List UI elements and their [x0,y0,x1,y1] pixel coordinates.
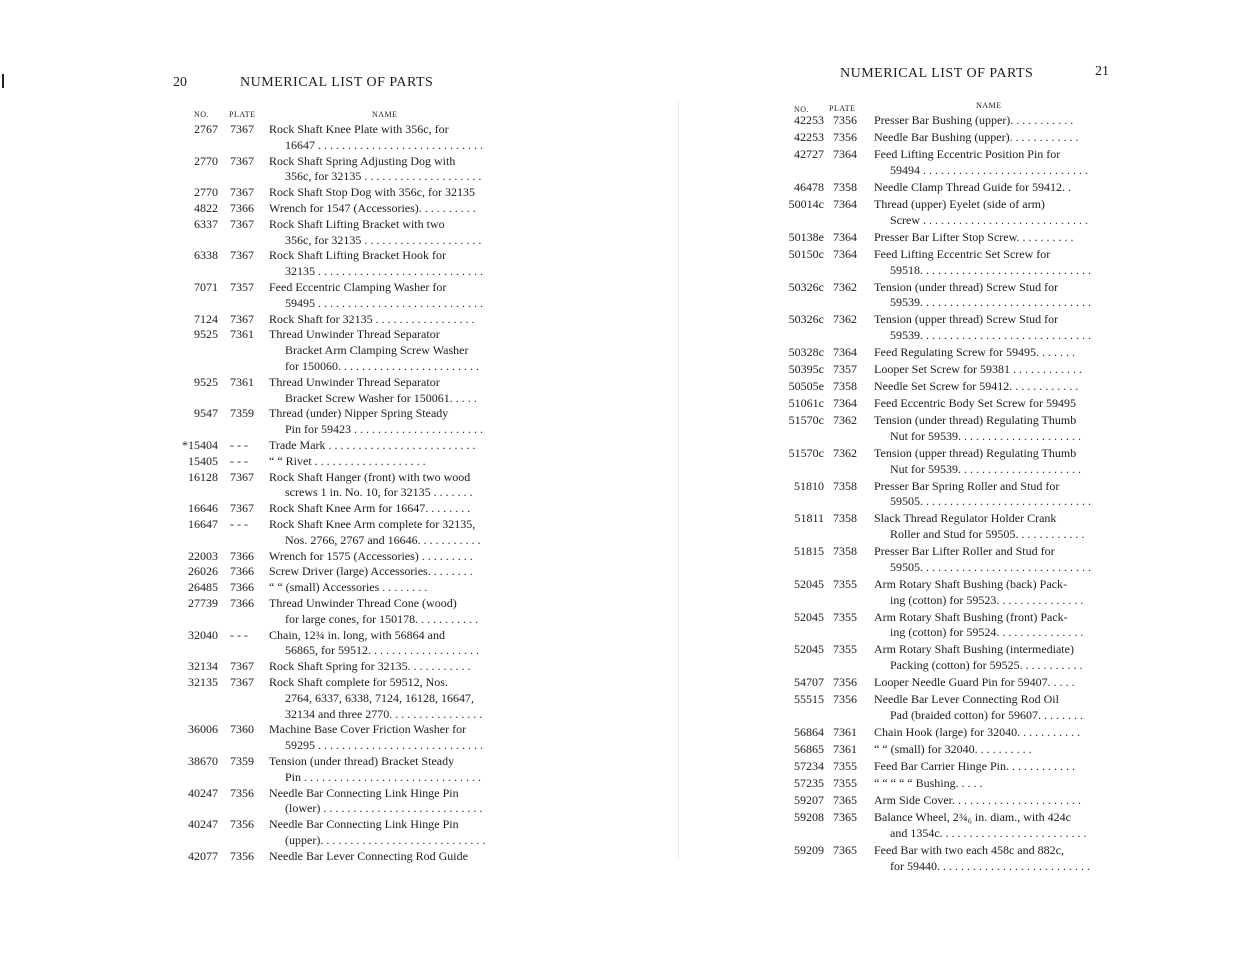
part-number: 40247 [188,785,218,800]
part-name-line: 59295 . . . . . . . . . . . . . . . . . . . . . . . . . . . . [285,738,483,753]
part-name-line: Pin . . . . . . . . . . . . . . . . . . . . . . . . . . . . . . [285,769,482,784]
part-name [269,438,505,454]
part-name-line: Thread Unwinder Thread Separator [269,327,440,342]
part-name [874,759,1114,775]
part-number: 16128 [188,469,218,484]
plate-number: 7367 [230,311,254,326]
plate-number: 7364 [833,197,857,211]
plate-number: 7364 [833,396,857,411]
part-number: 6338 [194,248,218,263]
part-number: 38670 [188,754,218,768]
part-name [269,549,505,565]
part-number: 54707 [794,674,824,689]
part-name-line: Needle Clamp Thread Guide for 59412. . [874,179,1072,194]
part-name-line: and 1354c. . . . . . . . . . . . . . . . . . . . . . . . . [890,825,1087,840]
plate-number: 7365 [833,810,857,825]
plate-number: 7358 [833,511,857,526]
part-name-line: Thread Unwinder Thread Cone (wood) [269,596,457,610]
part-name [874,793,1114,809]
part-name-line: for 59440. . . . . . . . . . . . . . . . . . . . . . . . . . [890,858,1090,873]
page-number: 20 [173,75,187,90]
part-name-line: Feed Bar with two each 458c and 882c, [874,842,1064,857]
part-name [269,849,505,865]
part-name [874,362,1114,378]
col-header-no: NO. [794,105,810,114]
plate-number: 7362 [833,279,857,294]
part-name-line: Rock Shaft Knee Arm for 16647. . . . . . . . [269,501,471,516]
part-name-line: Rock Shaft Lifting Bracket Hook for [269,248,446,263]
part-name-line: Needle Bar Bushing (upper). . . . . . . . . . . . [874,130,1079,145]
part-number: 56865 [794,741,824,756]
part-name-line: Chain Hook (large) for 32040. . . . . . . . . . . [874,724,1081,739]
part-number: 16646 [188,501,218,516]
part-name-line: Tension (under thread) Regulating Thumb [874,413,1077,428]
part-name [269,154,505,186]
plate-number: - - - [230,517,248,531]
part-name [269,596,505,628]
part-name [874,742,1114,758]
part-name [874,843,1114,875]
plate-number: 7366 [230,548,254,563]
part-number: 16647 [188,517,218,531]
part-name [874,312,1114,344]
part-name-line: Presser Bar Lifter Stop Screw. . . . . . . . . . [874,229,1074,244]
part-name [874,544,1114,576]
plate-number: 7355 [833,776,857,790]
part-name-line: Tension (upper thread) Screw Stud for [874,312,1059,327]
part-name-line: Balance Wheel, 2¾₆ in. diam., with 424c [874,810,1071,825]
part-number: 56864 [794,724,824,739]
part-name [874,147,1114,179]
part-number: 57235 [794,776,824,790]
part-name-line: Presser Bar Bushing (upper). . . . . . . . . . . [874,113,1074,127]
part-number: 32040 [188,627,218,642]
plate-number: - - - [230,627,248,642]
part-name [874,725,1114,741]
part-name [269,280,505,312]
plate-number: 7359 [230,406,254,421]
part-name-line: 32135 . . . . . . . . . . . . . . . . . . . . . . . . . . . . [285,264,483,279]
part-name [874,345,1114,361]
part-number: 52045 [794,609,824,624]
part-name [269,659,505,675]
part-name-line: 56865, for 59512. . . . . . . . . . . . . . . . . . . [285,643,479,658]
part-name-line: (lower) . . . . . . . . . . . . . . . . . . . . . . . . . . . [285,801,483,816]
part-name-line: Arm Rotary Shaft Bushing (intermediate) [874,642,1074,657]
part-name [269,312,505,328]
part-name-line: Bracket Arm Clamping Screw Washer [285,343,469,358]
part-name-line: 59495 . . . . . . . . . . . . . . . . . . . . . . . . . . . . [285,295,483,310]
part-name-line: 59518. . . . . . . . . . . . . . . . . . . . . . . . . . . . . [890,262,1091,277]
part-name-line: Slack Thread Regulator Holder Crank [874,511,1057,526]
part-number: 50328c [788,344,824,359]
part-name [874,180,1114,196]
part-name-line: “ “ “ “ “ Bushing. . . . . [874,776,983,790]
part-name [874,247,1114,279]
part-name [269,817,505,849]
plate-number: 7361 [230,327,254,342]
plate-number: 7360 [230,722,254,737]
part-number: 55515 [794,692,824,706]
part-number: 50138e [788,229,824,244]
plate-number: 7358 [833,379,857,394]
part-name [874,479,1114,511]
part-number: 40247 [188,817,218,832]
part-name-line: Needle Bar Connecting Link Hinge Pin [269,785,459,800]
part-name-line: Feed Eccentric Clamping Washer for [269,280,447,294]
part-name [269,375,505,407]
part-name-line: Rock Shaft Stop Dog with 356c, for 32135 [269,185,475,200]
part-name [269,201,505,217]
plate-number: 7356 [833,130,857,145]
plate-number: 7361 [833,741,857,756]
part-name [269,406,505,438]
part-name-line: 59539. . . . . . . . . . . . . . . . . . . . . . . . . . . . . [890,295,1091,310]
part-name-line: 59505. . . . . . . . . . . . . . . . . . . . . . . . . . . . . [890,494,1091,509]
part-name-line: Presser Bar Spring Roller and Stud for [874,478,1060,493]
part-name-line: Rock Shaft Spring for 32135. . . . . . . . . . . [269,659,471,674]
part-number: 7071 [194,280,218,294]
part-name-line: screws 1 in. No. 10, for 32135 . . . . . . . [285,485,473,500]
part-name [269,517,505,549]
part-name [269,217,505,249]
part-name [269,122,505,154]
part-number: 52045 [794,642,824,657]
part-number: 32135 [188,675,218,689]
part-name-line: Looper Set Screw for 59381 . . . . . . . . . . . . [874,362,1082,376]
part-name-line: Nut for 59539. . . . . . . . . . . . . . . . . . . . . [890,461,1081,476]
plate-number: 7364 [833,147,857,162]
part-name-line: (upper). . . . . . . . . . . . . . . . . . . . . . . . . . . . [285,832,486,847]
part-name-line: Roller and Stud for 59505. . . . . . . . . . . . [890,527,1085,542]
part-name [269,454,505,470]
part-number: 2767 [194,122,218,136]
plate-number: 7356 [833,692,857,706]
plate-number: 7359 [230,754,254,768]
part-name-line: Packing (cotton) for 59525. . . . . . . . . . . [890,657,1083,672]
part-name [874,675,1114,691]
part-name-line: Rock Shaft Spring Adjusting Dog with [269,153,456,168]
plate-number: 7366 [230,564,254,579]
part-number: 50505e [788,379,824,394]
part-name-line: 59494 . . . . . . . . . . . . . . . . . . . . . . . . . . . . [890,162,1088,177]
part-name-line: Chain, 12¾ in. long, with 56864 and [269,627,445,642]
plate-number: 7367 [230,469,254,484]
plate-number: 7362 [833,312,857,327]
part-number: 42077 [188,848,218,863]
part-name-line: 356c, for 32135 . . . . . . . . . . . . . . . . . . . . [285,169,482,184]
part-number: 42253 [794,130,824,145]
part-name-line: for large cones, for 150178. . . . . . . . . . . [285,611,479,626]
part-name-line: Feed Lifting Eccentric Set Screw for [874,246,1051,261]
part-name-line: Trade Mark . . . . . . . . . . . . . . . . . . . . . . . . . [269,438,476,452]
plate-number: 7367 [230,153,254,168]
part-number: 2770 [194,185,218,200]
part-number: 51570c [788,446,824,460]
part-name [269,786,505,818]
col-header-plate: PLATE [229,110,256,119]
part-number: 59209 [794,842,824,857]
part-name-line: Feed Lifting Eccentric Position Pin for [874,147,1061,162]
part-name-line: Wrench for 1547 (Accessories). . . . . . . . . . [269,201,476,215]
page-fold [678,100,679,860]
plate-number: 7358 [833,544,857,559]
part-name [269,470,505,502]
part-number: 50326c [788,279,824,294]
part-name [874,413,1114,445]
plate-number: 7358 [833,478,857,493]
plate-number: 7367 [230,185,254,200]
part-number: 59208 [794,810,824,825]
part-name-line: Wrench for 1575 (Accessories) . . . . . . . . . [269,548,473,563]
part-name [874,280,1114,312]
part-name-line: “ “ Rivet . . . . . . . . . . . . . . . . . . . [269,453,426,468]
part-name [874,692,1114,724]
plate-number: 7367 [230,122,254,136]
part-number: 9525 [194,374,218,389]
part-number: 57234 [794,758,824,773]
part-name-line: Nut for 59539. . . . . . . . . . . . . . . . . . . . . [890,429,1081,444]
part-name-line: Thread (upper) Eyelet (side of arm) [874,197,1045,211]
part-number: 46478 [794,179,824,194]
part-name-line: Needle Bar Lever Connecting Rod Guide [269,848,468,863]
part-name-line: 59539. . . . . . . . . . . . . . . . . . . . . . . . . . . . . [890,327,1091,342]
part-name-line: ing (cotton) for 59524. . . . . . . . . . . . . . . [890,625,1084,640]
part-name-line: 356c, for 32135 . . . . . . . . . . . . . . . . . . . . [285,232,482,247]
part-name-line: 32134 and three 2770. . . . . . . . . . . . . . . . [285,706,483,721]
part-number: 22003 [188,548,218,563]
part-name-line: Feed Eccentric Body Set Screw for 59495 [874,396,1076,411]
plate-number: - - - [230,438,248,452]
part-name [874,776,1114,792]
part-name-line: Screw Driver (large) Accessories. . . . . . . . [269,564,473,579]
part-name-line: Tension (under thread) Bracket Steady [269,754,455,768]
part-name-line: Rock Shaft Knee Plate with 356c, for [269,122,449,136]
part-name [269,580,505,596]
part-name [874,810,1114,842]
part-number: 7124 [194,311,218,326]
part-name-line: 16647 . . . . . . . . . . . . . . . . . . . . . . . . . . . . [285,137,483,152]
part-number: 4822 [194,201,218,215]
part-name [874,511,1114,543]
part-number: 42253 [794,113,824,127]
part-number: 26026 [188,564,218,579]
part-number: 32134 [188,659,218,674]
part-name [874,113,1114,129]
col-header-name: NAME [976,101,1002,110]
plate-number: 7366 [230,580,254,595]
part-name-line: Feed Regulating Screw for 59495. . . . . . . [874,344,1075,359]
plate-number: 7367 [230,659,254,674]
part-number: 52045 [794,576,824,591]
plate-number: 7364 [833,344,857,359]
plate-number: 7356 [230,785,254,800]
part-number: 26485 [188,580,218,595]
part-name-line: Machine Base Cover Friction Washer for [269,722,467,737]
part-number: 50014c [788,197,824,211]
part-number: 51570c [788,413,824,428]
part-name-line: Rock Shaft for 32135 . . . . . . . . . . . . . . . . . [269,311,475,326]
plate-number: 7355 [833,758,857,773]
plate-number: 7357 [833,362,857,376]
part-number: 9525 [194,327,218,342]
page-title: NUMERICAL LIST OF PARTS [240,75,434,90]
plate-number: 7367 [230,216,254,231]
part-name [874,130,1114,146]
part-name-line: for 150060. . . . . . . . . . . . . . . . . . . . . . . . [285,358,479,373]
plate-number: - - - [230,453,248,468]
plate-number: 7356 [833,674,857,689]
col-header-no: NO. [194,110,210,119]
page-title: NUMERICAL LIST OF PARTS [840,66,1034,81]
part-name-line: Needle Bar Lever Connecting Rod Oil [874,692,1059,706]
part-name-line: Arm Rotary Shaft Bushing (back) Pack- [874,576,1067,591]
plate-number: 7361 [833,724,857,739]
part-number: 27739 [188,596,218,610]
part-name-line: Rock Shaft complete for 59512, Nos. [269,675,448,689]
part-name-line: Needle Set Screw for 59412. . . . . . . . . . . . [874,379,1079,394]
part-name-line: Rock Shaft Knee Arm complete for 32135, [269,517,476,531]
part-name-line: “ “ (small) Accessories . . . . . . . . [269,580,428,595]
part-name-line: ing (cotton) for 59523. . . . . . . . . . . . . . . [890,592,1084,607]
part-name [269,564,505,580]
part-name-line: “ “ (small) for 32040. . . . . . . . . . [874,741,1032,756]
part-number: 50326c [788,312,824,327]
part-name [874,230,1114,246]
plate-number: 7356 [230,848,254,863]
part-number: 2770 [194,153,218,168]
plate-number: 7355 [833,609,857,624]
part-number: 51811 [794,511,824,526]
part-name [874,642,1114,674]
plate-number: 7364 [833,229,857,244]
part-number: 51815 [794,544,824,559]
part-name-line: Needle Bar Connecting Link Hinge Pin [269,817,459,832]
plate-number: 7365 [833,793,857,808]
plate-number: 7358 [833,179,857,194]
part-name [874,197,1114,229]
part-number: 59207 [794,793,824,808]
part-name-line: Arm Side Cover. . . . . . . . . . . . . . . . . . . . . . [874,793,1081,808]
part-name-line: Arm Rotary Shaft Bushing (front) Pack- [874,609,1068,624]
part-name [269,628,505,660]
plate-number: 7367 [230,248,254,263]
part-name-line: Feed Bar Carrier Hinge Pin. . . . . . . . . . . . [874,758,1075,773]
plate-number: 7362 [833,446,857,460]
part-name [269,248,505,280]
part-name [874,396,1114,412]
part-name-line: Rock Shaft Hanger (front) with two wood [269,469,471,484]
plate-number: 7356 [230,817,254,832]
part-name-line: Thread Unwinder Thread Separator [269,374,440,389]
part-name-line: 59505. . . . . . . . . . . . . . . . . . . . . . . . . . . . . [890,559,1091,574]
part-name [874,446,1114,478]
plate-number: 7362 [833,413,857,428]
part-name-line: Thread (under) Nipper Spring Steady [269,406,449,421]
plate-number: 7355 [833,576,857,591]
part-number: 50395c [788,362,824,376]
plate-number: 7366 [230,596,254,610]
part-name-line: Looper Needle Guard Pin for 59407. . . . . [874,674,1075,689]
plate-number: 7355 [833,642,857,657]
part-number: 42727 [794,147,824,162]
plate-number: 7367 [230,501,254,516]
part-number: 15405 [188,453,218,468]
part-name [874,610,1114,642]
part-name [874,577,1114,609]
part-number: 9547 [194,406,218,421]
part-name-line: Tension (under thread) Screw Stud for [874,279,1059,294]
plate-number: 7364 [833,246,857,261]
part-name [874,379,1114,395]
part-name-line: Presser Bar Lifter Roller and Stud for [874,544,1055,559]
part-number: 50150c [788,246,824,261]
part-number: 51061c [788,396,824,411]
part-name-line: Tension (upper thread) Regulating Thumb [874,446,1077,460]
part-name [269,722,505,754]
plate-number: 7367 [230,675,254,689]
plate-number: 7356 [833,113,857,127]
part-name [269,501,505,517]
plate-number: 7366 [230,201,254,215]
part-name [269,675,505,722]
plate-number: 7365 [833,842,857,857]
plate-number: 7361 [230,374,254,389]
part-number: *15404 [182,438,218,452]
plate-number: 7357 [230,280,254,294]
part-name-line: Pin for 59423 . . . . . . . . . . . . . . . . . . . . . . [285,422,483,437]
part-name-line: Pad (braided cotton) for 59607. . . . . . . . [890,707,1083,722]
part-name [269,754,505,786]
part-number: 6337 [194,216,218,231]
part-name-line: 2764, 6337, 6338, 7124, 16128, 16647, [285,690,474,705]
col-header-plate: PLATE [829,104,856,113]
part-name [269,327,505,374]
part-number: 51810 [794,478,824,493]
scan-edge-mark [2,74,4,88]
part-name-line: Rock Shaft Lifting Bracket with two [269,216,445,231]
col-header-name: NAME [372,110,398,119]
part-name [269,185,505,201]
page-number: 21 [1095,64,1109,79]
part-name-line: Screw . . . . . . . . . . . . . . . . . . . . . . . . . . . . [890,212,1088,227]
part-name-line: Bracket Screw Washer for 150061. . . . . [285,390,477,405]
part-number: 36006 [188,722,218,737]
part-name-line: Nos. 2766, 2767 and 16646. . . . . . . . . . . [285,532,481,547]
